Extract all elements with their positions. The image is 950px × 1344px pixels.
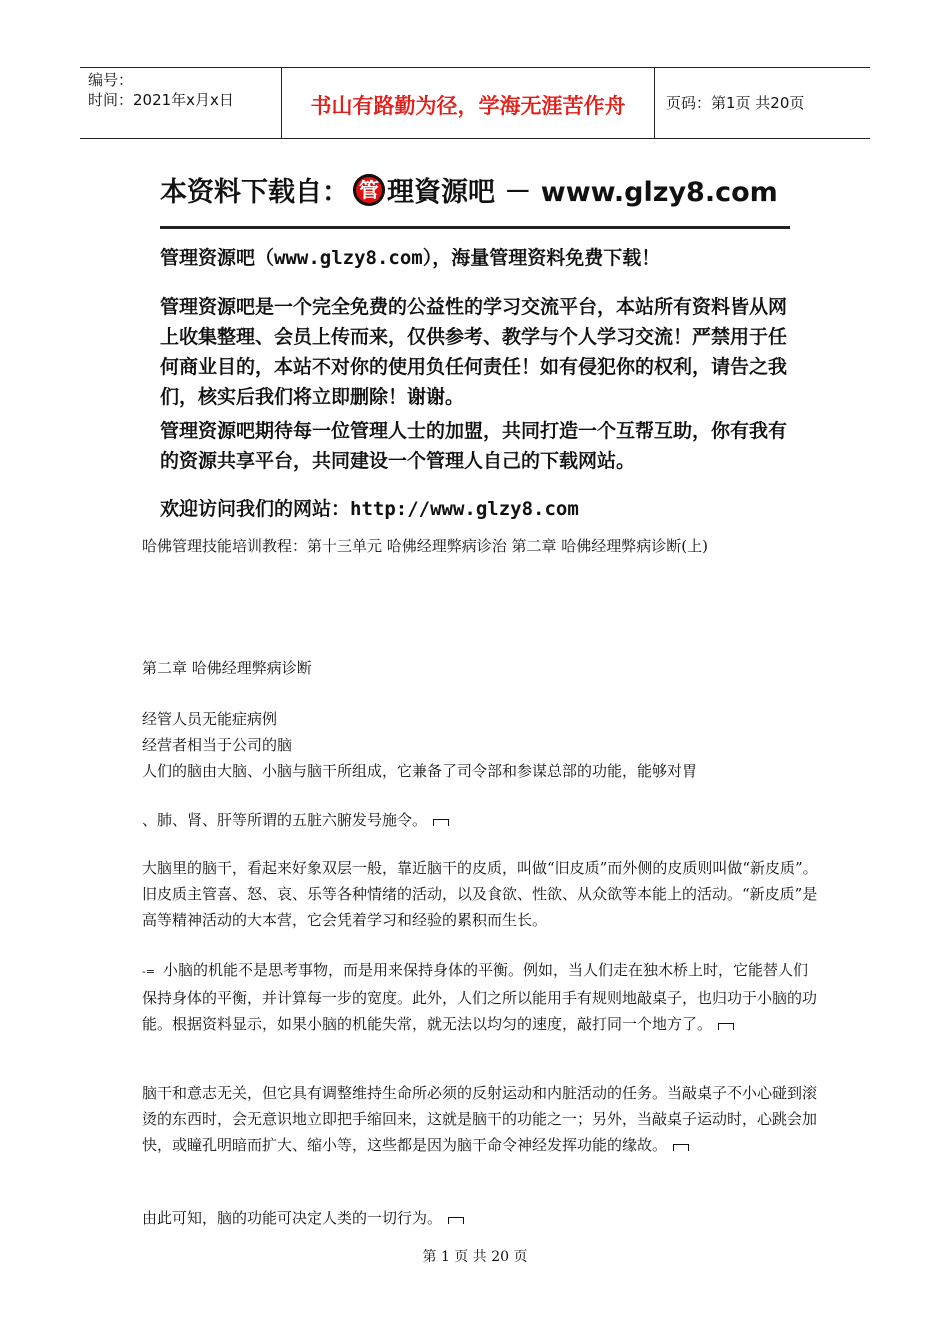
paragraph-prefix: -= [142, 965, 155, 978]
number-label: 编号： [88, 71, 134, 89]
return-mark-icon [448, 1217, 464, 1224]
banner-title-suffix: 理資源吧 － www.glzy8.com [387, 177, 778, 208]
paragraph-conclusion [142, 1205, 822, 1231]
chapter-title: 第二章 哈佛经理弊病诊断 [142, 659, 312, 677]
return-mark-icon [718, 1023, 734, 1030]
paragraph-brainstem [142, 1080, 822, 1158]
paragraph-text: 由此可知，脑的功能可决定人类的一切行为。 [142, 1209, 443, 1227]
banner-title-prefix: 本资料下载自： [160, 177, 349, 208]
header-meta [88, 70, 234, 110]
paragraph-text: 小脑的机能不是思考事物，而是用来保持身体的平衡。例如，当人们走在独木桥上时，它能替人们保持身体的平衡，并计算每一步的宽度。此外，人们之所以能用手有规则地敲桌子，也归功于小脑的功能。根据资料显示，如果小脑的机能失常，就无法以均匀的速度，敲打同一个地方了。 [142, 961, 818, 1033]
header-page-info: 页码：第1页 共20页 [666, 94, 805, 112]
paragraph-cerebrum: 大脑里的脑干，看起来好象双层一般，靠近脑干的皮质，叫做“旧皮质”而外侧的皮质则叫做“新皮质”。旧皮质主管喜、怒、哀、乐等各种情绪的活动，以及食欲、性欲、从众欲等本能上的活动。“新皮质”是高等精神活动的大本营，它会凭着学习和经验的累积而生长。 [142, 859, 818, 929]
return-mark-icon [433, 819, 449, 826]
page-footer: 第 1 页 共 20 页 [422, 1249, 528, 1265]
notice-paragraph-3: 管理资源吧期待每一位管理人士的加盟，共同打造一个互帮互助，你有我有的资源共享平台，共同建设一个管理人自己的下载网站。 [160, 420, 788, 472]
paragraph-cerebellum [142, 957, 822, 1037]
site-logo: 管 [353, 174, 385, 206]
body-line: 经营者相当于公司的脑 [142, 736, 293, 754]
banner-divider [160, 226, 790, 229]
body-line: 、肺、肾、肝等所谓的五脏六腑发号施令。 [142, 811, 428, 829]
header-divider [654, 68, 655, 138]
paragraph-text: 脑干和意志无关，但它具有调整维持生命所必须的反射运动和内脏活动的任务。当敲桌子不小心碰到滚烫的东西时，会无意识地立即把手缩回来，这就是脑干的功能之一；另外，当敲桌子运动时，心跳会加快，或瞳孔明暗而扩大、缩小等，这些都是因为脑干命令神经发挥功能的缘故。 [142, 1084, 818, 1154]
body-line: 经管人员无能症病例 [142, 710, 278, 728]
time-label: 时间：2021年x月x日 [88, 91, 234, 109]
notice-line-1: 管理资源吧（www.glzy8.com），海量管理资料免费下载！ [160, 247, 661, 269]
banner-title [160, 170, 790, 209]
page-header [80, 67, 870, 139]
body-line: 人们的脑由大脑、小脑与脑干所组成，它兼备了司令部和参谋总部的功能，能够对胃 [142, 762, 698, 780]
header-motto: 书山有路勤为径，学海无涯苦作舟 [310, 94, 626, 118]
download-banner [160, 170, 790, 209]
return-mark-icon [673, 1144, 689, 1151]
notice-website-line: 欢迎访问我们的网站：http://www.glzy8.com [160, 498, 579, 520]
document-title: 哈佛管理技能培训教程：第十三单元 哈佛经理弊病诊治 第二章 哈佛经理弊病诊断(上) [142, 537, 709, 555]
intro-lines [142, 706, 822, 784]
body-paragraph [142, 807, 822, 833]
notice-paragraph-2: 管理资源吧是一个完全免费的公益性的学习交流平台，本站所有资料皆从网上收集整理、会员上传而来，仅供参考、教学与个人学习交流！严禁用于任何商业目的，本站不对你的使用负任何责任！如有侵犯你的权利，请告之我们，核实后我们将立即删除！谢谢。 [160, 296, 788, 408]
